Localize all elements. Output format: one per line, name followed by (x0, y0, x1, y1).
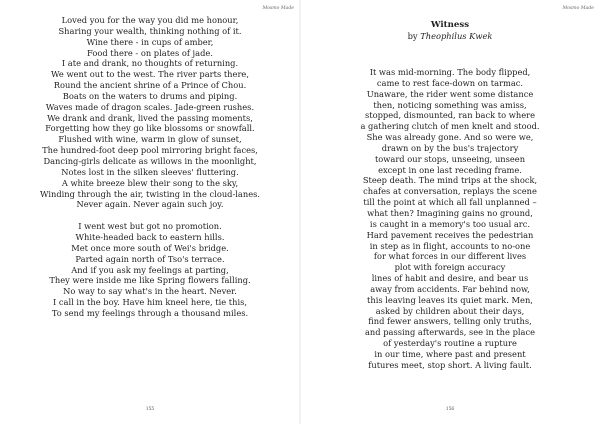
poem-text (0, 15, 300, 319)
poem-line: chafes at conversation, replays the scene (363, 186, 537, 197)
poem-line: then, noticing something was amiss, (373, 99, 527, 110)
poem-line: Winding through the air, twisting in the cloud-lanes. (39, 188, 261, 199)
poem-line: Food there - on plates of jade. (87, 47, 213, 58)
poem-line: I call in the boy. Have him kneel here, tie this, (52, 297, 248, 308)
poem-line: I went west but got no promotion. (78, 221, 222, 232)
running-header: Mosmo Made (562, 6, 594, 11)
running-header: Mosmo Made (262, 6, 294, 11)
poem-line: Boats on the waters to drums and piping. (62, 90, 238, 101)
poem-line: Loved you for the way you did me honour, (61, 15, 239, 25)
poem-line: is caught in a memory's too usual arc. (369, 218, 531, 229)
poem-line: We went out to the west. The river parts there, (51, 69, 249, 80)
poem-line: They were inside me like Spring flowers falling. (49, 275, 251, 286)
poem-line: drawn on by the bus's trajectory (381, 142, 519, 153)
poem-line: and passing afterwards, see in the place (364, 327, 536, 338)
byline-prefix: by (407, 31, 418, 41)
poem-line: stopped, dismounted, ran back to where (365, 110, 535, 121)
poem-heading (300, 20, 600, 42)
poem-line: except in one last receding frame. (378, 164, 522, 175)
page-number: 155 (145, 407, 155, 412)
poem-line: Unaware, the rider went some distance (366, 88, 534, 99)
poem-line: And if you ask my feelings at parting, (71, 264, 229, 275)
poem-line: The hundred-foot deep pool mirroring bright faces, (42, 145, 258, 156)
page-number: 156 (445, 407, 455, 412)
poem-line: in step as in flight, accounts to no-one (369, 240, 531, 251)
poem-byline (300, 31, 600, 42)
poem-line: this leaving leaves its quiet mark. Men, (367, 294, 533, 305)
poem-line: Steep death. The mind trips at the shock, (362, 175, 538, 186)
poem-line: away from accidents. Far behind now, (370, 283, 530, 294)
poem-title: Witness (430, 20, 470, 30)
poem-line: toward our stops, unseeing, unseen (374, 153, 526, 164)
poem-line: Round the ancient shrine of a Prince of Chou. (53, 80, 247, 91)
poem-line: A white breeze blew their song to the sky, (61, 177, 239, 188)
poem-line: lines of habit and desire, and bear us (371, 273, 529, 284)
poem-line: I ate and drank, no thoughts of returning. (61, 58, 239, 69)
poem-line: came to rest face-down on tarmac. (376, 77, 524, 88)
poem-line: Forgetting how they go like blossoms or snowfall. (45, 123, 255, 134)
poem-line: To send my feelings through a thousand miles. (51, 307, 249, 318)
poem-line: till the point at which all fall unplanned – (363, 197, 537, 208)
poem-line: futures meet, stop short. A living fault. (368, 359, 532, 370)
poem-line: asked by children about their days, (375, 305, 525, 316)
poem-line: plot with foreign accuracy (394, 262, 506, 273)
poem-line: Sharing your wealth, thinking nothing of it. (58, 25, 242, 36)
poem-line: Dancing-girls delicate as willows in the moonlight, (43, 155, 257, 166)
poem-line: It was mid-morning. The body flipped, (369, 67, 531, 77)
poem-line: Parted again north of Tso's terrace. (75, 253, 225, 264)
poem-line: White-headed back to eastern hills. (75, 232, 225, 243)
poem-text (300, 67, 600, 371)
poem-line: what then? Imagining gains no ground, (367, 207, 533, 218)
poem-line: Flushed with wine, warm in glow of sunset, (58, 134, 242, 145)
poem-line: Wine there - in cups of amber, (86, 36, 214, 47)
poem-line: We drank and drank, lived the passing moments, (47, 112, 253, 123)
stanza-break (0, 210, 300, 221)
poem-line: in our time, where past and present (374, 348, 526, 359)
poem-line: of yesterday's routine a rupture (383, 338, 517, 349)
poem-line: find fewer answers, telling only truths, (368, 316, 532, 327)
poem-author: Theophilus Kwek (420, 31, 493, 41)
poem-line: Met once more south of Wei's bridge. (71, 242, 229, 253)
poem-line: Hard pavement receives the pedestrian (366, 229, 534, 240)
poem-line: for what forces in our different lives (373, 251, 527, 262)
right-page (300, 0, 600, 424)
poem-line: No way to say what's in the heart. Never. (63, 286, 237, 297)
poem-line: Never again. Never again such joy. (76, 199, 224, 210)
poem-line: Notes lost in the silken sleeves' fluttering. (61, 166, 239, 177)
poem-line: Waves made of dragon scales. Jade-green rushes. (45, 101, 255, 112)
poem-line: She was already gone. And so were we, (366, 132, 534, 143)
poem-line: a gathering clutch of men knelt and stood. (360, 121, 540, 132)
